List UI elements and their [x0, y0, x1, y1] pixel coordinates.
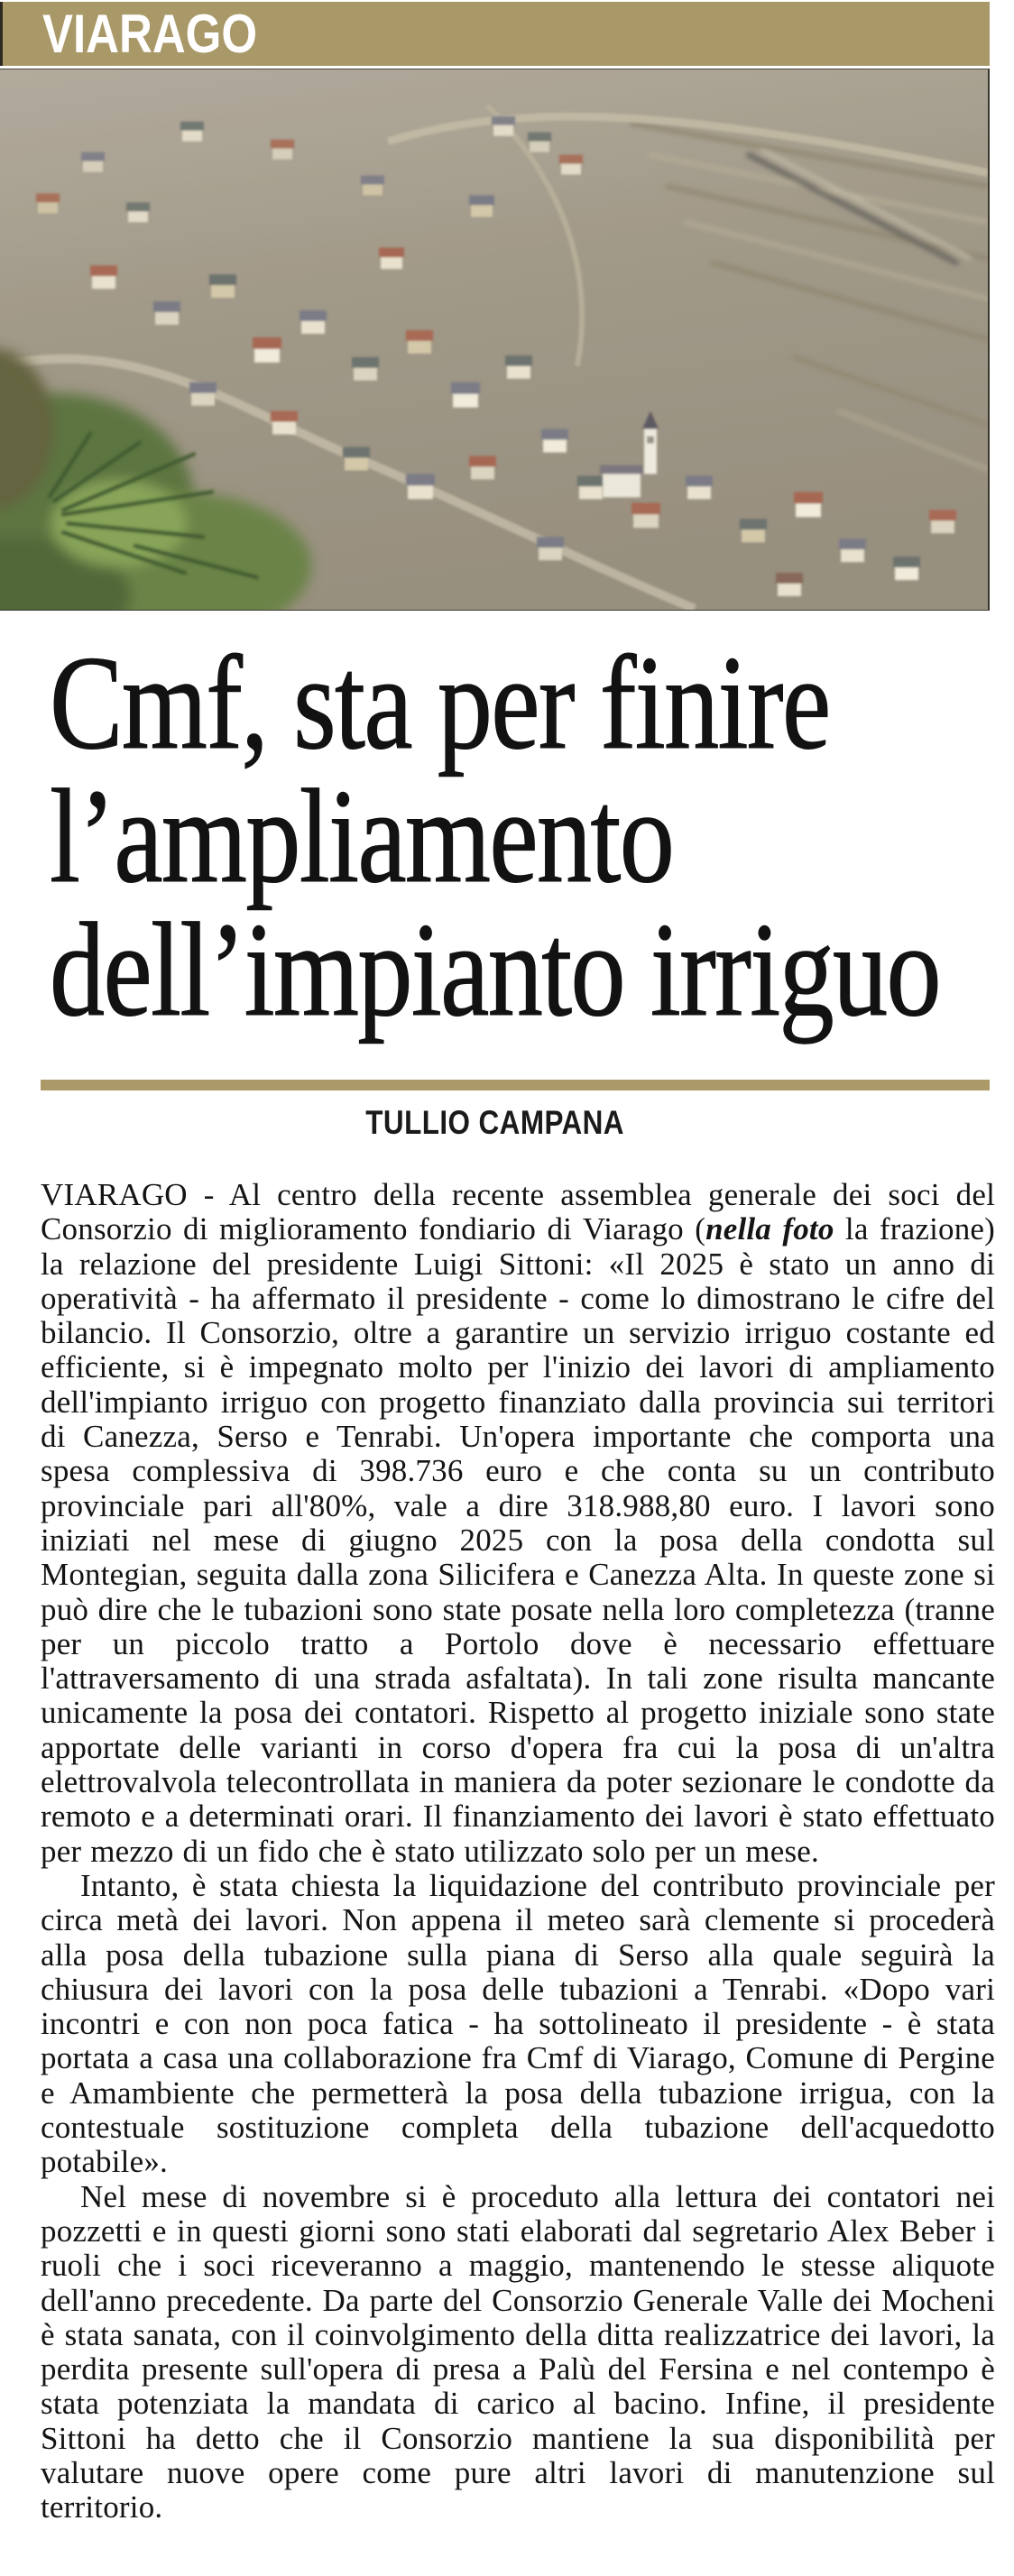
headline-line-1: Cmf, sta per finire — [50, 629, 830, 777]
village-photo — [0, 69, 990, 611]
section-kicker-label: VIARAGO — [42, 4, 258, 64]
paragraph-1-text-before: VIARAGO - Al centro della recente assemblea generale dei soci del Consorzio di miglioramento fondiario di Viarago ( — [41, 1177, 995, 1247]
headline-line-3: dell’impianto irriguo — [50, 896, 940, 1044]
article-headline — [50, 629, 1011, 1044]
byline-author: TULLIO CAMPANA — [365, 1104, 624, 1141]
divider-rule — [41, 1080, 990, 1090]
article-paragraph-3: Nel mese di novembre si è proceduto alla lettura dei contatori nei pozzetti e in questi giorni sono stati elaborati dal segretario Alex Beber i ruoli che i soci riceveranno a maggio, mantenendo le stesse aliquote dell'anno precedente. Da parte del Consorzio Generale Valle dei Mocheni è stata sanata, con il coinvolgimento della ditta realizzatrice dei lavori, la perdita presente sull'opera di presa a Palù del Fersina e nel contempo è stata potenziata la mandata di carico al bacino. Infine, il presidente Sittoni ha detto che il Consorzio mantiene la sua disponibilità per valutare nuove opere come pure altri lavori di manutenzione sul territorio. — [41, 2178, 995, 2525]
headline-line-2: l’ampliamento — [50, 762, 674, 911]
section-kicker-bar — [0, 2, 990, 66]
paragraph-1-highlight: nella foto — [705, 1211, 834, 1247]
article-body — [41, 1178, 995, 2525]
paragraph-1-text-after: la frazione) la relazione del presidente Luigi Sittoni: «Il 2025 è stato un anno di operatività - ha affermato il presidente - come lo dimostrano le cifre del bilancio. Il Consorzio, oltre a garantire un servizio irriguo costante ed efficiente, si è impegnato molto per l'inizio dei lavori di ampliamento dell'impianto irriguo con progetto finanziato dalla provincia sui territori di Canezza, Serso e Tenrabi. Un'opera importante che comporta una spesa complessiva di 398.736 euro e che conta su un contributo provinciale pari all'80%, vale a dire 318.988,80 euro. I lavori sono iniziati nel mese di giugno 2025 con la posa della condotta sul Montegian, seguita dalla zona Silicifera e Canezza Alta. In queste zone si può dire che le tubazioni sono state posate nella loro completezza (tranne per un piccolo tratto a Portolo dove è necessario effettuare l'attraversamento di una strada asfaltata). In tali zone risulta mancante unicamente la posa dei contatori. Rispetto al progetto iniziale sono state apportate delle varianti in corso d'opera fra cui la posa di un'altra elettrovalvola telecontrollata in maniera da poter sezionare le condotte da remoto e a determinati orari. Il finanziamento dei lavori è stato effettuato per mezzo di un fido che è stato utilizzato solo per un mese. — [41, 1211, 996, 1869]
article-paragraph-1 — [41, 1178, 995, 1869]
village-photo-illustration — [0, 69, 988, 610]
byline — [0, 1104, 990, 1142]
article-paragraph-2: Intanto, è stata chiesta la liquidazione del contributo provinciale per circa metà dei lavori. Non appena il meteo sarà clemente si procederà alla posa della tubazione sulla piana di Serso alla quale seguirà la chiusura dei lavori con la posa delle tubazioni a Tenrabi. «Dopo vari incontri e con non poca fatica - ha sottolineato il presidente - è stata portata a casa una collaborazione fra Cmf di Viarago, Comune di Pergine e Amambiente che permetterà la posa della tubazione irrigua, con la contestuale sostituzione completa della tubazione dell'acquedotto potabile». — [41, 1867, 995, 2180]
haze-overlay — [0, 69, 988, 610]
